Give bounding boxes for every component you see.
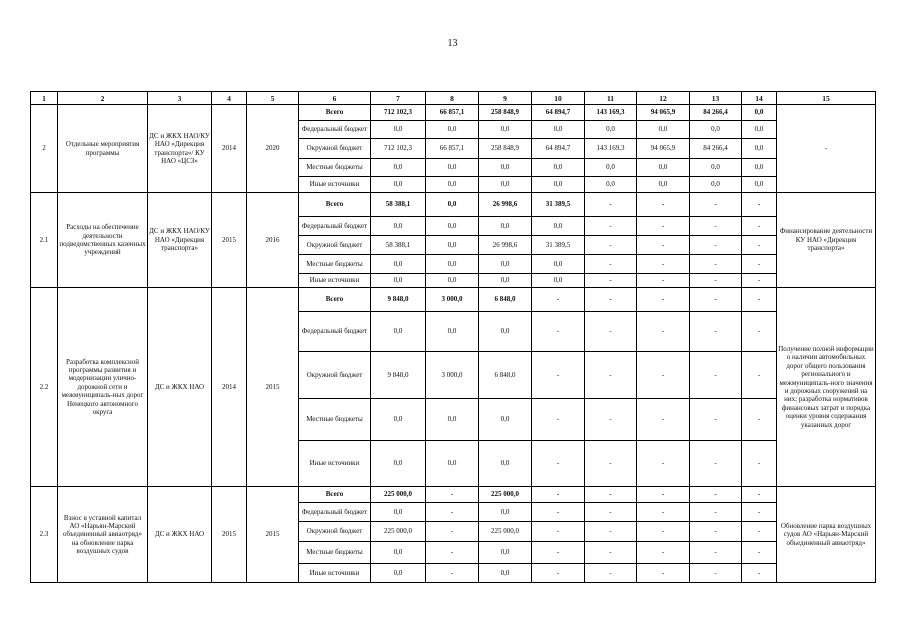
value-cell: -: [637, 441, 690, 487]
value-cell: -: [585, 441, 637, 487]
item-year-end: 2020: [247, 105, 299, 193]
item-executor: ДС и ЖКХ НАО: [148, 288, 212, 487]
value-cell: -: [690, 352, 742, 399]
value-cell: 0,0: [637, 177, 690, 193]
header-cell-2: 2: [58, 92, 148, 105]
value-cell: 64 894,7: [532, 139, 585, 159]
value-cell: 0,0: [585, 121, 637, 139]
header-cell-8: 8: [426, 92, 479, 105]
value-cell: 0,0: [479, 312, 532, 352]
funding-source: Окружной бюджет: [299, 236, 371, 255]
value-cell: -: [690, 503, 742, 522]
item-executor: ДС и ЖКХ НАО/КУ НАО «Дирекция транспорта»: [148, 193, 212, 288]
value-cell: 0,0: [742, 139, 777, 159]
item-year-start: 2014: [212, 105, 247, 193]
value-cell: -: [742, 255, 777, 274]
value-cell: -: [637, 193, 690, 217]
funding-source: Иные источники: [299, 564, 371, 583]
value-cell: 0,0: [371, 255, 426, 274]
value-cell: -: [532, 399, 585, 441]
value-cell: -: [690, 217, 742, 236]
value-cell: -: [690, 255, 742, 274]
header-cell-9: 9: [479, 92, 532, 105]
value-cell: -: [532, 441, 585, 487]
value-cell: 3 000,0: [426, 352, 479, 399]
value-cell: 0,0: [479, 274, 532, 288]
header-cell-7: 7: [371, 92, 426, 105]
item-name: Расходы на обеспечение деятельности подведомственных казенных учреждений: [58, 193, 148, 288]
item-result: Финансирование деятельности КУ НАО «Дирекция транспорта»: [777, 193, 876, 288]
value-cell: -: [585, 352, 637, 399]
value-cell: 0,0: [479, 121, 532, 139]
value-cell: -: [742, 193, 777, 217]
value-cell: 225 000,0: [479, 522, 532, 542]
value-cell: 31 389,5: [532, 236, 585, 255]
item-year-start: 2015: [212, 193, 247, 288]
value-cell: -: [426, 522, 479, 542]
value-cell: 0,0: [371, 177, 426, 193]
value-cell: -: [742, 542, 777, 564]
funding-source: Федеральный бюджет: [299, 121, 371, 139]
item-number: 2.3: [31, 487, 58, 583]
funding-source: Федеральный бюджет: [299, 217, 371, 236]
value-cell: -: [742, 288, 777, 312]
value-cell: -: [742, 312, 777, 352]
value-cell: 143 169,3: [585, 105, 637, 121]
item-result: Получение полной информации о наличии автомобильных дорог общего пользования регионального и межмуниципаль-ного значения и дорожных сооружений на них; разработка нормативов финансовых затрат и порядка оценки уровня содержания указанных дорог: [777, 288, 876, 487]
value-cell: 0,0: [585, 177, 637, 193]
funding-source: Местные бюджеты: [299, 399, 371, 441]
funding-source: Федеральный бюджет: [299, 312, 371, 352]
value-cell: 0,0: [479, 441, 532, 487]
value-cell: 0,0: [426, 255, 479, 274]
value-cell: 0,0: [742, 177, 777, 193]
table-row: [31, 193, 876, 217]
value-cell: -: [585, 274, 637, 288]
value-cell: -: [690, 399, 742, 441]
page-number: 13: [447, 38, 458, 49]
header-cell-10: 10: [532, 92, 585, 105]
value-cell: 0,0: [371, 217, 426, 236]
value-cell: 0,0: [426, 193, 479, 217]
value-cell: -: [426, 503, 479, 522]
header-cell-11: 11: [585, 92, 637, 105]
item-number: 2.1: [31, 193, 58, 288]
funding-source: Федеральный бюджет: [299, 503, 371, 522]
value-cell: 0,0: [742, 121, 777, 139]
value-cell: 66 857,1: [426, 105, 479, 121]
funding-source: Всего: [299, 193, 371, 217]
value-cell: -: [637, 312, 690, 352]
value-cell: -: [742, 503, 777, 522]
value-cell: 0,0: [479, 217, 532, 236]
funding-source: Местные бюджеты: [299, 159, 371, 177]
item-name: Взнос в уставной капитал АО «Нарьян-Марский объединенный авиаотряд» на обновление парка воздушных судов: [58, 487, 148, 583]
value-cell: -: [585, 236, 637, 255]
funding-source: Окружной бюджет: [299, 352, 371, 399]
value-cell: 0,0: [426, 312, 479, 352]
table-row: [31, 105, 876, 121]
item-result: Обновление парка воздушных судов АО «Нарьян-Марский объединенный авиаотряд»: [777, 487, 876, 583]
header-cell-1: 1: [31, 92, 58, 105]
item-year-start: 2015: [212, 487, 247, 583]
value-cell: 26 998,6: [479, 236, 532, 255]
value-cell: -: [637, 352, 690, 399]
value-cell: 0,0: [742, 159, 777, 177]
value-cell: -: [690, 193, 742, 217]
program-funding-table: [30, 91, 876, 583]
header-cell-15: 15: [777, 92, 876, 105]
item-name: Отдельные мероприятия программы: [58, 105, 148, 193]
value-cell: 0,0: [426, 441, 479, 487]
value-cell: 0,0: [690, 159, 742, 177]
value-cell: -: [690, 487, 742, 503]
item-executor: ДС и ЖКХ НАО: [148, 487, 212, 583]
value-cell: 84 266,4: [690, 105, 742, 121]
value-cell: 58 388,1: [371, 236, 426, 255]
value-cell: -: [585, 487, 637, 503]
value-cell: -: [742, 217, 777, 236]
value-cell: 0,0: [426, 217, 479, 236]
value-cell: -: [585, 217, 637, 236]
value-cell: 0,0: [479, 255, 532, 274]
value-cell: 0,0: [479, 177, 532, 193]
value-cell: 0,0: [532, 159, 585, 177]
value-cell: -: [637, 217, 690, 236]
value-cell: 0,0: [479, 399, 532, 441]
value-cell: 58 388,1: [371, 193, 426, 217]
table-row: [31, 288, 876, 312]
value-cell: -: [585, 288, 637, 312]
item-number: 2: [31, 105, 58, 193]
value-cell: 0,0: [479, 564, 532, 583]
value-cell: 0,0: [479, 542, 532, 564]
value-cell: -: [637, 503, 690, 522]
header-cell-5: 5: [247, 92, 299, 105]
value-cell: 0,0: [371, 159, 426, 177]
value-cell: -: [532, 564, 585, 583]
value-cell: 0,0: [532, 274, 585, 288]
item-result: -: [777, 105, 876, 193]
table-row: [31, 487, 876, 503]
funding-source: Окружной бюджет: [299, 522, 371, 542]
value-cell: -: [532, 542, 585, 564]
funding-source: Всего: [299, 487, 371, 503]
value-cell: 0,0: [371, 441, 426, 487]
header-row: [31, 92, 876, 105]
funding-source: Местные бюджеты: [299, 542, 371, 564]
value-cell: 6 848,0: [479, 352, 532, 399]
value-cell: -: [690, 522, 742, 542]
value-cell: 0,0: [479, 503, 532, 522]
value-cell: -: [585, 399, 637, 441]
value-cell: -: [532, 503, 585, 522]
value-cell: 0,0: [479, 159, 532, 177]
value-cell: 0,0: [426, 121, 479, 139]
funding-source: Местные бюджеты: [299, 255, 371, 274]
value-cell: -: [690, 274, 742, 288]
value-cell: -: [742, 352, 777, 399]
item-name: Разработка комплексной программы развития и модернизации улично-дорожной сети и межмуниципаль-ных дорог Ненецкого автономного округа: [58, 288, 148, 487]
value-cell: 0,0: [426, 399, 479, 441]
value-cell: 0,0: [371, 503, 426, 522]
value-cell: 0,0: [371, 542, 426, 564]
funding-source: Всего: [299, 288, 371, 312]
value-cell: 225 000,0: [479, 487, 532, 503]
value-cell: 258 848,9: [479, 105, 532, 121]
value-cell: 0,0: [371, 312, 426, 352]
header-cell-14: 14: [742, 92, 777, 105]
value-cell: -: [742, 274, 777, 288]
value-cell: -: [426, 542, 479, 564]
value-cell: 0,0: [532, 255, 585, 274]
value-cell: -: [742, 399, 777, 441]
value-cell: 0,0: [371, 399, 426, 441]
header-cell-6: 6: [299, 92, 371, 105]
value-cell: 9 848,0: [371, 288, 426, 312]
value-cell: 712 102,3: [371, 139, 426, 159]
funding-source: Иные источники: [299, 274, 371, 288]
funding-source: Иные источники: [299, 441, 371, 487]
value-cell: -: [742, 564, 777, 583]
value-cell: -: [690, 236, 742, 255]
value-cell: -: [637, 274, 690, 288]
value-cell: 0,0: [637, 159, 690, 177]
item-year-end: 2015: [247, 487, 299, 583]
funding-source: Окружной бюджет: [299, 139, 371, 159]
value-cell: 0,0: [637, 121, 690, 139]
value-cell: -: [585, 564, 637, 583]
header-cell-4: 4: [212, 92, 247, 105]
header-cell-3: 3: [148, 92, 212, 105]
value-cell: -: [637, 236, 690, 255]
funding-source: Иные источники: [299, 177, 371, 193]
value-cell: -: [742, 487, 777, 503]
value-cell: 0,0: [532, 177, 585, 193]
value-cell: 0,0: [371, 121, 426, 139]
value-cell: -: [637, 542, 690, 564]
value-cell: -: [690, 312, 742, 352]
value-cell: 26 998,6: [479, 193, 532, 217]
value-cell: 9 848,0: [371, 352, 426, 399]
item-year-end: 2015: [247, 288, 299, 487]
value-cell: 31 389,5: [532, 193, 585, 217]
value-cell: -: [532, 352, 585, 399]
value-cell: -: [637, 255, 690, 274]
value-cell: 0,0: [690, 177, 742, 193]
value-cell: -: [637, 288, 690, 312]
value-cell: 258 848,9: [479, 139, 532, 159]
value-cell: -: [532, 487, 585, 503]
value-cell: -: [690, 564, 742, 583]
value-cell: -: [637, 487, 690, 503]
value-cell: -: [532, 288, 585, 312]
value-cell: -: [637, 564, 690, 583]
value-cell: 0,0: [426, 177, 479, 193]
value-cell: 66 857,1: [426, 139, 479, 159]
value-cell: 3 000,0: [426, 288, 479, 312]
value-cell: -: [585, 522, 637, 542]
value-cell: -: [585, 255, 637, 274]
value-cell: 0,0: [371, 274, 426, 288]
value-cell: 94 065,9: [637, 139, 690, 159]
value-cell: -: [742, 522, 777, 542]
value-cell: -: [690, 542, 742, 564]
value-cell: -: [585, 193, 637, 217]
value-cell: 0,0: [371, 564, 426, 583]
value-cell: 0,0: [426, 274, 479, 288]
value-cell: 6 848,0: [479, 288, 532, 312]
value-cell: 0,0: [532, 217, 585, 236]
value-cell: -: [585, 542, 637, 564]
value-cell: 84 266,4: [690, 139, 742, 159]
value-cell: 0,0: [532, 121, 585, 139]
value-cell: -: [532, 522, 585, 542]
item-number: 2.2: [31, 288, 58, 487]
item-executor: ДС и ЖКХ НАО/КУ НАО «Дирекция транспорта»/ КУ НАО «ЦСЗ»: [148, 105, 212, 193]
value-cell: 0,0: [690, 121, 742, 139]
item-year-end: 2016: [247, 193, 299, 288]
item-year-start: 2014: [212, 288, 247, 487]
value-cell: 0,0: [742, 105, 777, 121]
value-cell: 712 102,3: [371, 105, 426, 121]
value-cell: -: [637, 399, 690, 441]
value-cell: -: [426, 487, 479, 503]
value-cell: -: [532, 312, 585, 352]
header-cell-12: 12: [637, 92, 690, 105]
value-cell: 0,0: [426, 159, 479, 177]
value-cell: -: [742, 236, 777, 255]
value-cell: 0,0: [585, 159, 637, 177]
value-cell: -: [637, 522, 690, 542]
value-cell: -: [742, 441, 777, 487]
value-cell: 225 000,0: [371, 487, 426, 503]
value-cell: 143 169,3: [585, 139, 637, 159]
value-cell: 94 065,9: [637, 105, 690, 121]
value-cell: -: [585, 312, 637, 352]
value-cell: 64 894,7: [532, 105, 585, 121]
value-cell: 0,0: [426, 236, 479, 255]
value-cell: -: [426, 564, 479, 583]
header-cell-13: 13: [690, 92, 742, 105]
value-cell: -: [585, 503, 637, 522]
funding-source: Всего: [299, 105, 371, 121]
value-cell: -: [690, 288, 742, 312]
value-cell: 225 000,0: [371, 522, 426, 542]
value-cell: -: [690, 441, 742, 487]
